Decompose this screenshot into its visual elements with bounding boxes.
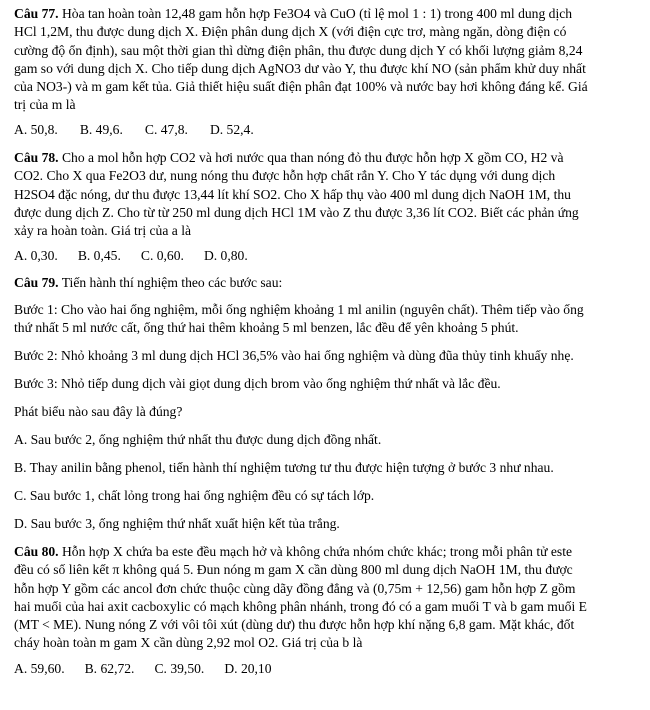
q79-option-b[interactable]: B. Thay anilin bằng phenol, tiến hành thí nghiệm tương tư thu được hiện tượng ở bước 3 như nhau. — [14, 460, 554, 475]
question-79-label: Câu 79. — [14, 275, 59, 290]
question-78 — [14, 149, 642, 240]
q80-line-3: hỗn hợp Y gồm các ancol đơn chức thuộc cùng dãy đồng đẳng và (0,75m + 12,56) gam hỗn hợp Z gồm — [14, 580, 576, 596]
q77-line-1: Hòa tan hoàn toàn 12,48 gam hỗn hợp Fe3O4 và CuO (tỉ lệ mol 1 : 1) trong 400 ml dung dịch — [58, 6, 573, 21]
q80-option-d[interactable]: D. 20,10 — [224, 661, 272, 676]
q79-question-text: Phát biểu nào sau đây là đúng? — [14, 404, 183, 419]
q79-option-c-row — [14, 487, 642, 505]
q78-line-3: H2SO4 đặc nóng, dư thu được 13,44 lít khí SO2. Cho X hấp thụ vào 400 ml dung dịch NaOH 1M, thu — [14, 186, 571, 202]
question-78-label: Câu 78. — [14, 150, 59, 165]
q78-line-1: Cho a mol hỗn hợp CO2 và hơi nước qua than nóng đỏ thu được hỗn hợp X gồm CO, H2 và — [58, 150, 564, 165]
q79-option-c[interactable]: C. Sau bước 1, chất lỏng trong hai ống nghiệm đều có sự tách lớp. — [14, 488, 375, 503]
q80-line-1: Hỗn hợp X chứa ba este đều mạch hở và không chứa nhóm chức khác; trong mỗi phân tử este — [58, 544, 573, 559]
q79-option-b-row — [14, 459, 642, 477]
q79-step-3-line-1: Bước 3: Nhỏ tiếp dung dịch vài giọt dung dịch brom vào ống nghiệm thứ nhất và lắc đều. — [14, 376, 501, 391]
q77-line-6: trị của m là — [14, 97, 76, 113]
question-77 — [14, 5, 642, 115]
q77-line-2: HCl 1,2M, thu được dung dịch X. Điện phân dung dịch X (với điện cực trơ, màng ngăn, dòng điện có — [14, 24, 567, 40]
q79-step-2 — [14, 347, 642, 365]
question-79 — [14, 274, 642, 292]
q80-line-5: (MT < ME). Nung nóng Z với vôi tôi xút (dùng dư) thu được hỗn hợp khí nặng 6,8 gam. Mặt khác, đốt — [14, 617, 575, 633]
question-80 — [14, 543, 642, 653]
q77-option-b[interactable]: B. 49,6. — [79, 122, 123, 137]
q79-question — [14, 403, 642, 421]
q78-option-c[interactable]: C. 0,60. — [140, 248, 184, 263]
q80-line-2: đều có số liên kết π không quá 5. Đun nóng m gam X cần dùng 800 ml dung dịch NaOH 1M, thu được — [14, 562, 573, 578]
q77-line-4: gam so với dung dịch X. Cho tiếp dung dịch AgNO3 dư vào Y, thu được khí NO (sản phẩm khử duy nhất — [14, 60, 586, 76]
q78-option-d[interactable]: D. 0,80. — [203, 248, 248, 263]
q80-option-c[interactable]: C. 39,50. — [154, 661, 205, 676]
q79-option-d-row — [14, 515, 642, 533]
q79-step-1-line-1: Bước 1: Cho vào hai ống nghiệm, mỗi ống nghiệm khoảng 1 ml anilin (nguyên chất). Thêm tiếp vào ống — [14, 302, 584, 317]
q79-step-2-line-1: Bước 2: Nhỏ khoảng 3 ml dung dịch HCl 36,5% vào hai ống nghiệm và dùng đũa thủy tinh khuấy nhẹ. — [14, 348, 574, 363]
q77-option-d[interactable]: D. 52,4. — [209, 122, 254, 137]
question-80-options — [14, 660, 642, 678]
question-78-options — [14, 247, 642, 265]
q77-line-3: cường độ ổn định), sau một thời gian thì dừng điện phân, thu được dung dịch Y có khối lượng giảm 8,24 — [14, 42, 583, 58]
q78-line-2: CO2. Cho X qua Fe2O3 dư, nung nóng thu được hỗn hợp chất rắn Y. Cho Y tác dụng với dung dịch — [14, 168, 556, 184]
q78-line-5: xảy ra hoàn toàn. Giá trị của a là — [14, 223, 192, 239]
q79-option-a-row — [14, 431, 642, 449]
q77-option-a[interactable]: A. 50,8. — [14, 122, 58, 137]
q78-line-4: được dung dịch Z. Cho từ từ 250 ml dung dịch HCl 1M vào Z thu được 3,36 lít CO2. Biết các phản ứng — [14, 204, 579, 220]
q80-option-a[interactable]: A. 59,60. — [14, 661, 65, 676]
question-77-label: Câu 77. — [14, 6, 59, 21]
q80-line-6: cháy hoàn toàn m gam X cần dùng 2,92 mol O2. Giá trị của b là — [14, 635, 363, 651]
q77-option-c[interactable]: C. 47,8. — [144, 122, 188, 137]
q79-step-1-line-2: thứ nhất 5 ml nước cất, ống thứ hai thêm khoảng 5 ml benzen, lắc đều để yên khoảng 5 phút. — [14, 320, 519, 336]
q79-step-3 — [14, 375, 642, 393]
q79-option-a[interactable]: A. Sau bước 2, ống nghiệm thứ nhất thu được dung dịch đồng nhất. — [14, 432, 382, 447]
q78-option-a[interactable]: A. 0,30. — [14, 248, 58, 263]
q79-intro: Tiến hành thí nghiệm theo các bước sau: — [58, 275, 283, 290]
question-77-options — [14, 121, 642, 139]
q79-step-1 — [14, 301, 642, 338]
q80-line-4: hai muối của hai axit cacboxylic có mạch không phân nhánh, trong đó có a gam muối T và b gam muối E — [14, 598, 587, 614]
q77-line-5: của NO3-) và m gam kết tủa. Giả thiết hiệu suất điện phân đạt 100% và nước bay hơi không đáng kể. Giá — [14, 79, 588, 95]
question-80-label: Câu 80. — [14, 544, 59, 559]
q79-option-d[interactable]: D. Sau bước 3, ống nghiệm thứ nhất xuất hiện kết tủa trắng. — [14, 516, 340, 531]
q80-option-b[interactable]: B. 62,72. — [84, 661, 135, 676]
q78-option-b[interactable]: B. 0,45. — [77, 248, 121, 263]
